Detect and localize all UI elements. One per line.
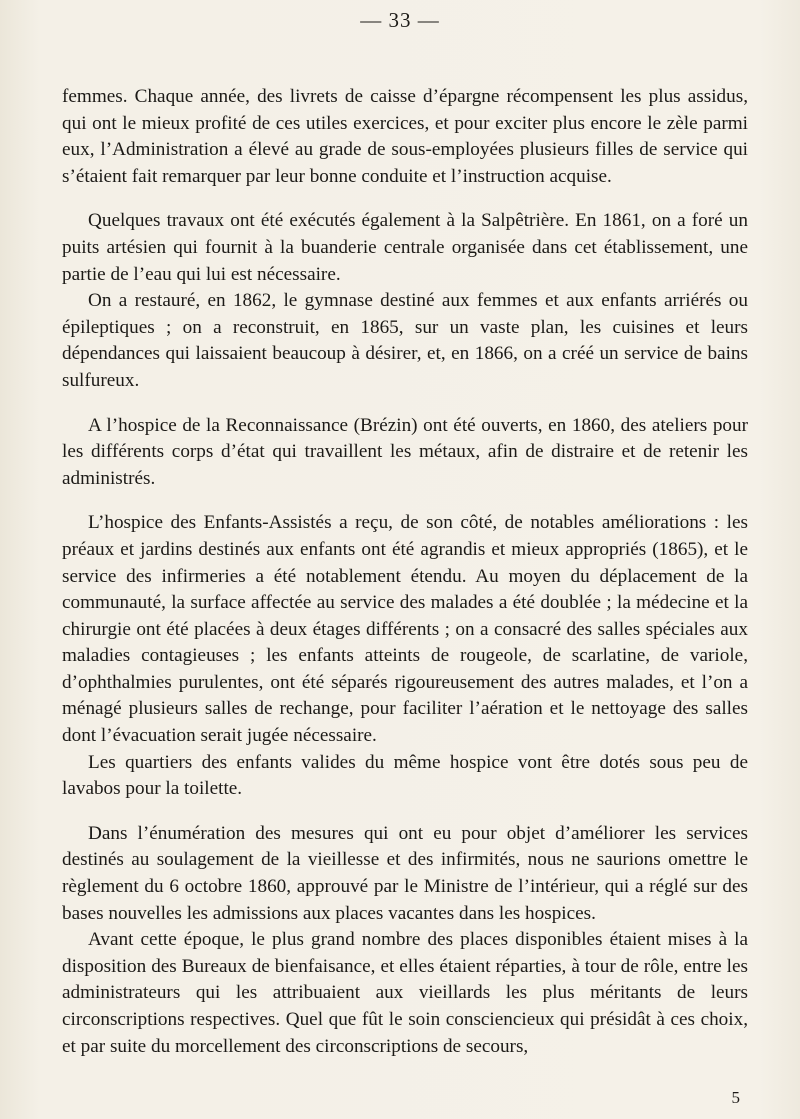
- body-text: [62, 84, 748, 1060]
- signature-mark: 5: [731, 1088, 740, 1107]
- paragraph-3: On a restauré, en 1862, le gymnase destiné aux femmes et aux enfants arriérés ou épileptiques ; on a reconstruit, en 1865, sur un vaste plan, les cuisines et leurs dépendances qui laissaient beaucoup à désirer, et, en 1866, on a créé un service de bains sulfureux.: [62, 290, 748, 391]
- paragraph-2: Quelques travaux ont été exécutés également à la Salpêtrière. En 1861, on a foré un puits artésien qui fournit à la buanderie centrale organisée dans cet établissement, une partie de l’eau qui lui est nécessaire.: [62, 210, 748, 285]
- paragraph-1: femmes. Chaque année, des livrets de caisse d’épargne récompensent les plus assidus, qui ont le mieux profité de ces utiles exercices, et pour exciter plus encore le zèle parmi eux, l’Administration a élevé au grade de sous-employées plusieurs filles de service qui s’étaient fait remarquer par leur bonne conduite et l’instruction acquise.: [62, 86, 748, 187]
- paragraph-7: Dans l’énumération des mesures qui ont eu pour objet d’améliorer les services destinés au soulagement de la vieillesse et des infirmités, nous ne saurions omettre le règlement du 6 octobre 1860, approuvé par le Ministre de l’intérieur, qui a réglé sur des bases nouvelles les admissions aux places vacantes dans les hospices.: [62, 822, 748, 924]
- page-number-header: — 33 —: [360, 8, 440, 32]
- paragraph-4: A l’hospice de la Reconnaissance (Brézin) ont été ouverts, en 1860, des ateliers pour les différents corps d’état qui travaillent les métaux, afin de distraire et de retenir les administrés.: [62, 414, 748, 489]
- paragraph-8: Avant cette époque, le plus grand nombre des places disponibles étaient mises à la disposition des Bureaux de bienfaisance, et elles étaient réparties, à tour de rôle, entre les administrateurs qui les attribuaient aux vieillards les plus méritants de leurs circonscriptions respectives. Quel que fût le soin consciencieux qui présidât à ces choix, et par suite du morcellement des circonscriptions de secours,: [62, 929, 748, 1057]
- paragraph-5: L’hospice des Enfants-Assistés a reçu, de son côté, de notables améliorations : les préaux et jardins destinés aux enfants ont été agrandis et mieux appropriés (1865), et le service des infirmeries a été notablement étendu. Au moyen du déplacement de la communauté, la surface affectée au service des malades a été doublée ; la médecine et la chirurgie ont été placées à deux étages différents ; on a consacré des salles spéciales aux maladies contagieuses ; les enfants atteints de rougeole, de scarlatine, de variole, d’ophthalmies purulentes, ont été séparés rigoureusement des autres malades, et l’on a ménagé plusieurs salles de rechange, pour faciliter l’aération et le nettoyage des salles dont l’évacuation serait jugée nécessaire.: [62, 512, 748, 747]
- paragraph-6: Les quartiers des enfants valides du même hospice vont être dotés sous peu de lavabos pour la toilette.: [62, 751, 748, 800]
